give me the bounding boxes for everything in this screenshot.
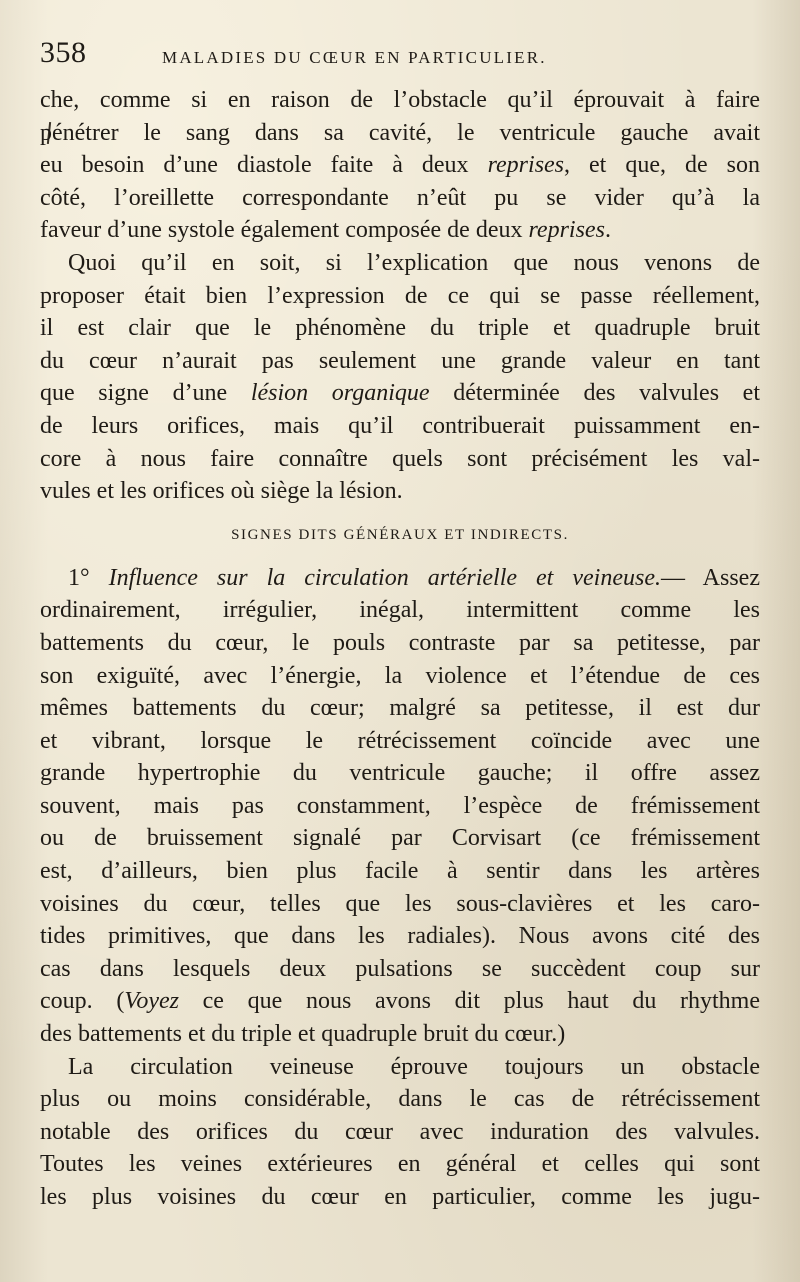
text-line: il est clair que le phénomène du triple et quadruple bruit — [40, 315, 760, 342]
running-head — [40, 32, 760, 76]
text-run: 1° — [68, 564, 109, 591]
text-line: vules et les orifices où siège la lésion. — [40, 478, 403, 505]
text-run: déterminée des valvules et — [429, 380, 760, 407]
text-line: de leurs orifices, mais qu’il contribuerait puissamment en- — [40, 412, 760, 439]
text-line: les plus voisines du cœur en particulier, comme les jugu- — [40, 1184, 760, 1210]
text-line — [40, 214, 760, 247]
text-run: — Assez — [660, 564, 760, 591]
text-line: côté, l’oreillette correspondante n’eût pu se vider qu’à la — [40, 184, 760, 211]
text-line: ordinairement, irrégulier, inégal, intermittent comme les — [40, 597, 760, 624]
text-line: ou de bruissement signalé par Corvisart (ce frémissement — [40, 825, 760, 852]
text-run: ce que nous avons dit plus haut du rhythme — [178, 988, 760, 1015]
text-line — [40, 562, 760, 595]
text-line: mêmes battements du cœur; malgré sa petitesse, il est dur — [40, 695, 760, 722]
text-line: La circulation veineuse éprouve toujours un obstacle — [68, 1053, 760, 1080]
text-run: coup. ( — [40, 988, 125, 1015]
text-line: core à nous faire connaître quels sont précisément les val- — [40, 445, 760, 472]
text-line: che, comme si en raison de l’obstacle qu’il éprouvait à faire — [40, 87, 760, 113]
text-line: notable des orifices du cœur avec induration des valvules. — [40, 1118, 760, 1145]
text-line: Quoi qu’il en soit, si l’explication que nous venons de — [68, 249, 760, 276]
italic-word: reprises — [487, 152, 565, 179]
text-line: souvent, mais pas constamment, l’espèce de frémissement — [40, 792, 760, 819]
text-run: que signe d’une — [40, 380, 251, 407]
running-title: MALADIES DU CŒUR EN PARTICULIER. — [162, 48, 547, 67]
text-line: grande hypertrophie du ventricule gauche; il offre assez — [40, 760, 760, 787]
text-run: eu besoin d’une diastole faite à deux — [40, 152, 488, 179]
text-line: cas dans lesquels deux pulsations se succèdent coup sur — [40, 955, 760, 982]
text-line: pénétrer le sang dans sa cavité, le ventricule gauche avait — [40, 119, 760, 146]
text-line: proposer était bien l’expression de ce qui se passe réellement, — [40, 282, 760, 309]
italic-subheading: Influence sur la circulation artérielle et veineuse. — [108, 564, 661, 591]
text-run: faveur d’une systole également composée de deux — [40, 217, 529, 244]
text-line — [40, 985, 760, 1018]
book-page — [40, 32, 760, 1262]
text-line: son exiguïté, avec l’énergie, la violence et l’étendue de ces — [40, 662, 760, 689]
text-line: du cœur n’aurait pas seulement une grande valeur en tant — [40, 347, 760, 374]
italic-phrase: lésion organique — [250, 380, 430, 407]
text-line — [40, 377, 760, 410]
text-line: plus ou moins considérable, dans le cas de rétrécissement — [40, 1086, 760, 1113]
text-line: et vibrant, lorsque le rétrécissement coïncide avec une — [40, 727, 760, 754]
text-run: . — [604, 217, 611, 244]
text-line — [40, 149, 760, 182]
text-line: est, d’ailleurs, bien plus facile à sentir dans les artères — [40, 858, 760, 885]
text-line: Toutes les veines extérieures en général et celles qui sont — [40, 1151, 760, 1178]
text-line: tides primitives, que dans les radiales). Nous avons cité des — [40, 923, 760, 950]
text-line: des battements et du triple et quadruple bruit du cœur.) — [40, 1021, 566, 1048]
page-number: 358 — [40, 36, 87, 69]
text-line: voisines du cœur, telles que les sous-clavières et les caro- — [40, 890, 760, 917]
italic-word: reprises — [528, 217, 605, 244]
italic-word: Voyez — [124, 988, 179, 1015]
body-text — [40, 84, 760, 1214]
text-line: battements du cœur, le pouls contraste par sa petitesse, par — [40, 629, 760, 656]
section-heading: SIGNES DITS GÉNÉRAUX ET INDIRECTS. — [231, 526, 569, 543]
text-run: , et que, de son — [564, 152, 761, 179]
